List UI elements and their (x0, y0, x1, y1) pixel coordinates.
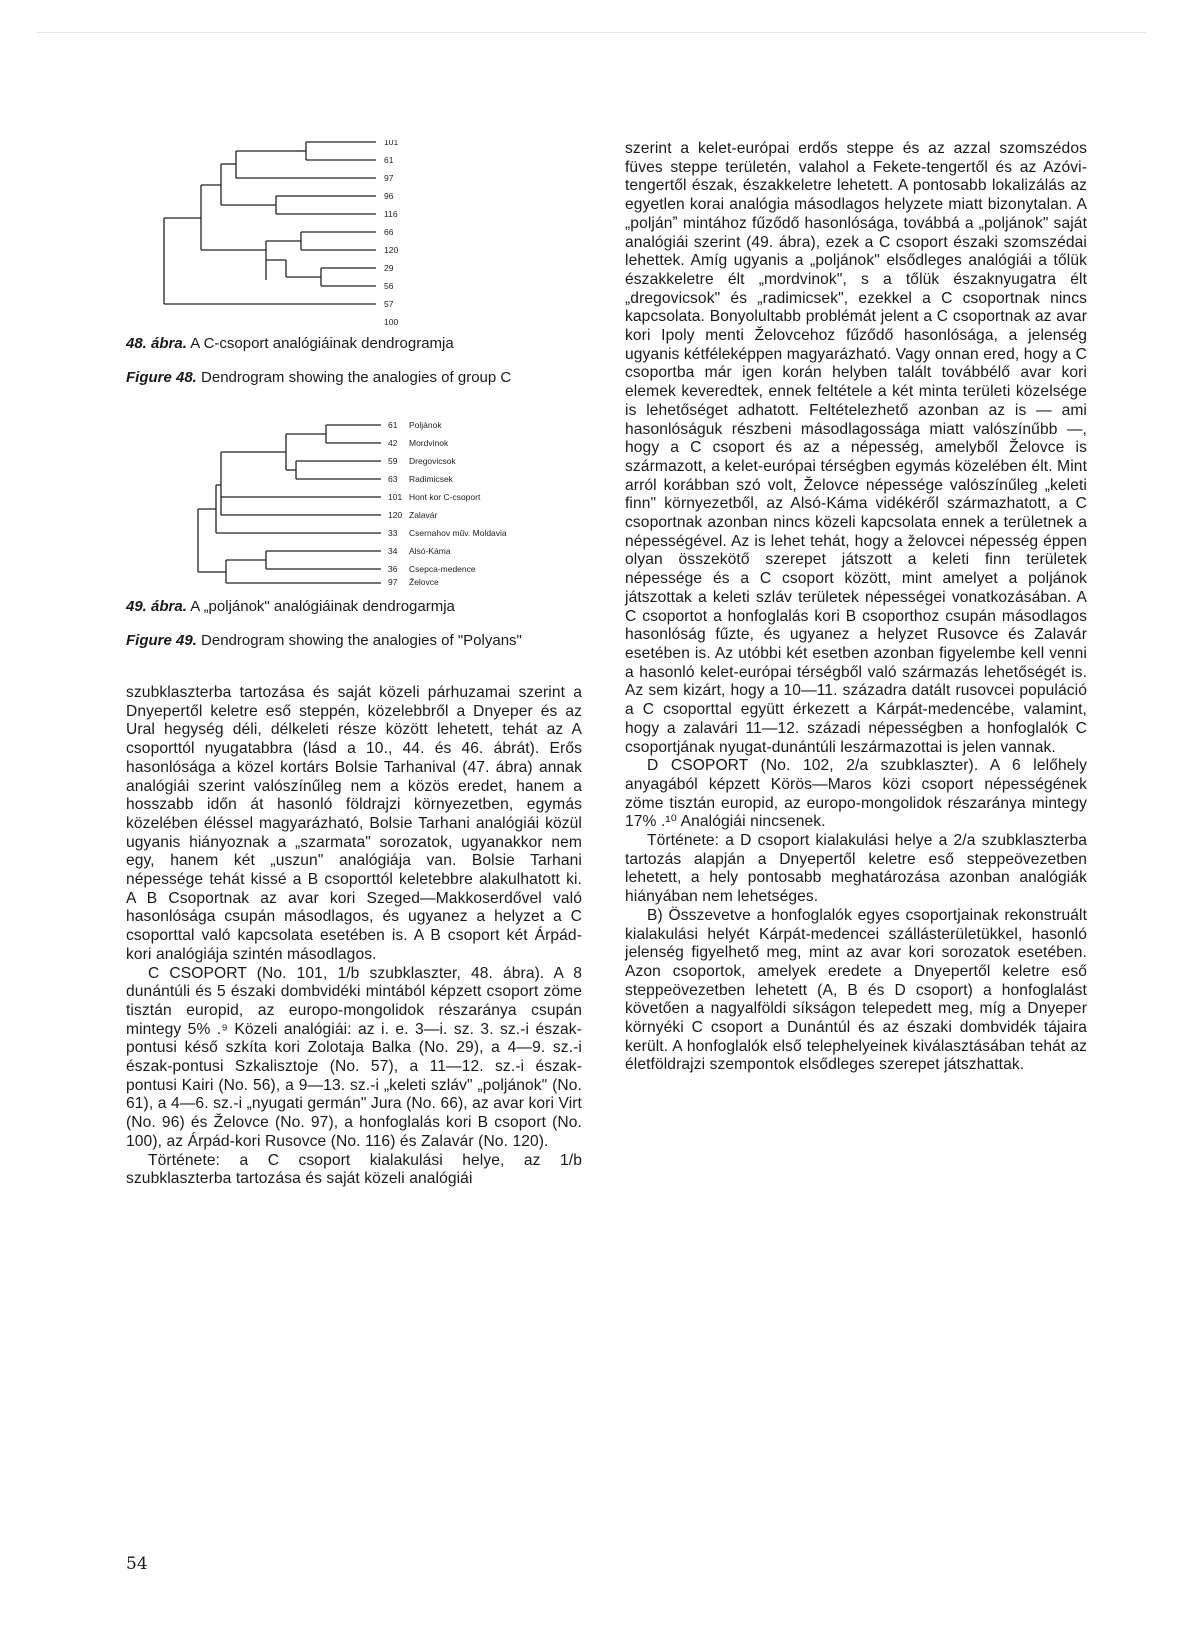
fig49-leaf-num: 34 (388, 546, 398, 556)
fig48-leaf: 29 (384, 263, 394, 273)
figure-48-label: 48. ábra. (126, 335, 187, 352)
fig49-leaf-name: Radimicsek (409, 474, 453, 484)
left-column (126, 140, 582, 1189)
fig48-leaf: 101 (384, 140, 399, 147)
fig49-leaf-name: Alsó-Káma (409, 546, 451, 556)
right-paragraph: B) Összevetve a honfoglalók egyes csoportjainak rekonstruált kialakulási helyét Kárpát-medencei szállásterületükkel, hasonló jelenség figyelhető meg, mint az avar kori sorozatok esetében. Azon csoportok, amelyek eredete a Dnyepertől keletre eső steppeövezetben lehetett (A, B és D csoport) a honfoglalást követően a nagyalföldi síkságon telepedett meg, míg a Dnyeper környéki C csoport a Dunántúl és az északi dombvidék tájaira került. A honfoglalók első telephelyeinek kiválasztásában tehát az életföldrajzi szempontok elsődleges szerepet játszhattak. (625, 906, 1087, 1074)
fig48-leaf: 57 (384, 299, 394, 309)
figure-48 (126, 140, 582, 326)
fig48-leaf: 120 (384, 245, 399, 255)
figure-48-english-label: Figure 48. (126, 369, 197, 386)
fig49-leaf-num: 33 (388, 528, 398, 538)
top-rule (36, 32, 1146, 33)
left-paragraph: Története: a C csoport kialakulási helye, az 1/b szubklaszterba tartozása és saját közeli analógiái (126, 1151, 582, 1188)
figure-49-label: 49. ábra. (126, 598, 187, 615)
left-body-text (126, 684, 582, 1189)
fig48-leaf: 56 (384, 281, 394, 291)
left-paragraph: szubklaszterba tartozása és saját közeli párhuzamai szerint a Dnyepertől keletre eső steppén, közelebbről a Dnyeper és az Ural hegység déli, délkeleti része között lehetett, tehát az A csoporttól nyugatabbra (lásd a 10., 44. és 46. ábrát). Erős hasonlósága a közel kortárs Bolsie Tarhanival (47. ábra) annak analógiái szerint valószínűleg nem a közös eredet, hanem a hosszabb időn át hasonló földrajzi környezetben, egymás közelében éléssel magyarázható, Bolsie Tarhani analógiái közül ugyanis hiányoznak a „szarmata" sorozatok, ugyanakkor nem egy, hanem két „uszun" analógiája van. Bolsie Tarhani népessége tehát kissé a B csoporttól keletebbre alakulhatott ki. A B Csoportnak az avar kori Szeged—Makkoserdővel való hasonlósága csupán másodlagos, és ugyanez a helyzet a C csoporttal való kapcsolata esetében is. A B csoport két Árpád-kori analógiája szintén másodlagos. (126, 684, 582, 963)
fig49-leaf-name: Poljánok (409, 420, 442, 430)
fig48-leaf: 96 (384, 191, 394, 201)
fig49-leaf-num: 101 (388, 492, 403, 502)
figure-49-caption-text: A „poljánok" analógiáinak dendrogarmja (190, 598, 455, 615)
fig48-leaf: 100 (384, 317, 399, 326)
fig49-leaf-num: 120 (388, 510, 403, 520)
fig49-leaf-name: Mordvinok (409, 438, 449, 448)
fig49-leaf-name: Zalavár (409, 510, 438, 520)
fig49-leaf-name: Csernahov műv. Moldavia (409, 528, 507, 538)
fig49-leaf-num: 42 (388, 438, 398, 448)
right-paragraph: Története: a D csoport kialakulási helye a 2/a szubklaszterba tartozás alapján a Dnyepertől keletre eső steppeövezetben lehetett, a hely pontosabb meghatározása azonban analógiák hiányában nem lehetséges. (625, 832, 1087, 906)
fig49-leaf-num: 59 (388, 456, 398, 466)
figure-48-english-caption (126, 368, 582, 387)
left-paragraph: C CSOPORT (No. 101, 1/b szubklaszter, 48. ábra). A 8 dunántúli és 5 északi dombvidéki mintából képzett csoport zöme tisztán europid, az europo-mongolidok részaránya csupán mintegy 5% .⁹ Közeli analógiái: az i. e. 3—i. sz. 3. sz.-i észak-pontusi késő szkíta kori Zolotaja Balka (No. 29), a 4—9. sz.-i észak-pontusi Szkalisztoje (No. 57), a 11—12. sz.-i észak-pontusi Kairi (No. 56), a 9—13. sz.-i „keleti szláv" „poljánok" (No. 61), a 4—6. sz.-i „nyugati germán" Jura (No. 66), az avar kori Virt (No. 96) és Želovce (No. 97), a honfoglalás kori B csoport (No. 100), az Árpád-kori Rusovce (No. 116) és Zalavár (No. 120). (126, 964, 582, 1150)
figure-48-caption-text: A C-csoport analógiáinak dendrogramja (190, 335, 454, 352)
figure-49-english-text: Dendrogram showing the analogies of "Polyans" (201, 632, 522, 649)
dendrogram-48 (126, 140, 582, 326)
figure-49-english-caption (126, 631, 582, 650)
figure-49-english-label: Figure 49. (126, 632, 197, 649)
figure-49 (126, 415, 582, 585)
figure-49-caption (126, 597, 582, 617)
figure-48-caption (126, 334, 582, 354)
right-column (625, 140, 1087, 1075)
fig49-leaf-name: Hont kor C-csoport (409, 492, 481, 502)
fig49-leaf-num: 63 (388, 474, 398, 484)
right-paragraph: szerint a kelet-európai erdős steppe és az azzal szomszédos füves steppe területén, valahol a Fekete-tengertől és az Azóvi-tengertől észak, északkeletre lehetett. A pontosabb lokalizálás az egyetlen korai analógia másodlagos helyzete miatt bizonytalan. A „poljánˮ mintához fűződő hasonlósága, továbbá a „poljánok" saját analógiái szerint (49. ábra), ezek a C csoport északi szomszédai lehettek. Amíg ugyanis a „poljánok" elsődleges analógiái a tőlük északkeletre élt „mordvinok", s a tőlük északnyugatra élt „dregovicsok" és „radimicsek", ezekkel a C csoportnak nincs kapcsolata. Bonyolultabb problémát jelent a C csoportnak az avar kori Ipoly menti Želovcehoz fűződő hasonlósága, a jelenség ugyanis kétféleképpen magyarázható. Vagy onnan ered, hogy a C csoportba már igen korán helyben talált továbbélő avar kori elemek keveredtek, ennek feltétele a két minta területi közelsége is lehetőséget adhatott. Feltételezhető azonban az is — ami hasonlóságuk részbeni másodlagossága miatt valószínűbb —, hogy a C csoport és az a népesség, amelyből Želovce is származott, a kelet-európai térségben egymás közelében élt. Mint arról korábban szó volt, Želovce népessége valószínűleg „keleti finn" környezetből, az Alsó-Káma vidékéről származhatott, a C csoportnak azonban nincs közeli kapcsolata ennek a területnek a népességével. Az is lehet tehát, hogy a želovcei népesség éppen olyan összekötő szerepet játszott a keleti finn területek népessége és a C csoport között, mint amelyet a poljánok játszottak a keleti szláv területek népességei vonatkozásában. A C csoportot a honfoglalás kori B csoporthoz csupán másodlagos hasonlóság fűzte, és ugyanez a helyzet Rusovce és Zalavár esetében is. Az utóbbi két esetben azonban figyelembe kell venni a hasonló kelet-európai térségből való származás lehetőségét is. Az sem kizárt, hogy a 10—11. századra datált rusovcei populáció a C csoporttal együtt érkezett a Kárpát-medencébe, valamint, hogy a zalavári 11—12. századi népességben a honfoglalók C csoportjának nyugat-dunántúli leszármazottai is jelen vannak. (625, 140, 1087, 756)
fig49-leaf-num: 36 (388, 564, 398, 574)
figure-48-english-text: Dendrogram showing the analogies of group C (201, 369, 512, 386)
fig49-leaf-num: 61 (388, 420, 398, 430)
fig48-leaf: 97 (384, 173, 394, 183)
fig49-leaf-name: Dregovicsok (409, 456, 456, 466)
fig49-leaf-name: Želovce (409, 577, 439, 585)
dendrogram-49 (126, 415, 582, 585)
fig48-leaf: 61 (384, 155, 394, 165)
fig49-leaf-num: 97 (388, 577, 398, 585)
fig48-leaf: 116 (384, 209, 398, 219)
page-number: 54 (126, 1554, 148, 1574)
fig48-leaf: 66 (384, 227, 394, 237)
fig49-leaf-name: Csepca-medence (409, 564, 476, 574)
right-paragraph: D CSOPORT (No. 102, 2/a szubklaszter). A 6 lelőhely anyagából képzett Körös—Maros közi csoport népességének zöme tisztán europid, az europo-mongolidok részaránya mintegy 17% .¹⁰ Analógiái nincsenek. (625, 757, 1087, 831)
